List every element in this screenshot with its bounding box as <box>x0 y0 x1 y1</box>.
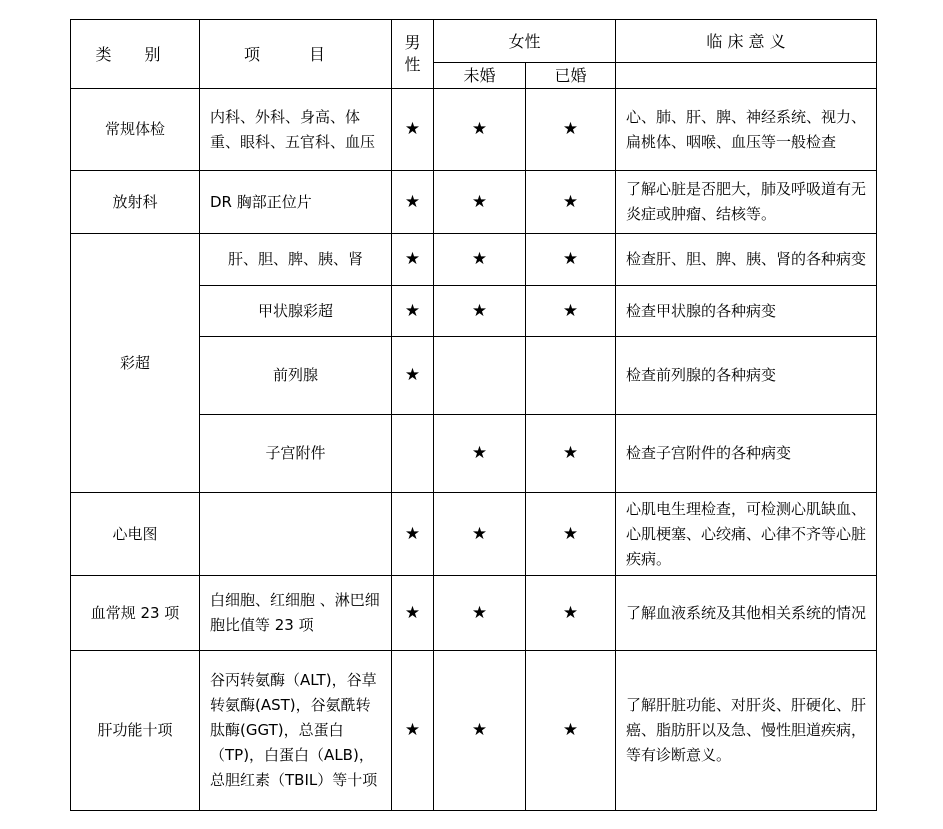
row-significance: 了解血液系统及其他相关系统的情况 <box>616 576 877 651</box>
row-category: 彩超 <box>71 234 200 493</box>
married-star: ★ <box>526 171 616 234</box>
header-male: 男性 <box>392 20 434 89</box>
table-row <box>71 576 877 651</box>
row-item: 肝、胆、脾、胰、肾 <box>200 234 392 286</box>
unmarried-star: ★ <box>434 576 526 651</box>
row-significance: 心、肺、肝、脾、神经系统、视力、扁桃体、咽喉、血压等一般检查 <box>616 89 877 171</box>
header-category: 类 别 <box>71 20 200 89</box>
unmarried-star: ★ <box>434 651 526 811</box>
male-star: ★ <box>392 651 434 811</box>
exam-items-table <box>70 19 877 811</box>
row-item: 甲状腺彩超 <box>200 286 392 337</box>
unmarried-star: ★ <box>434 234 526 286</box>
male-empty <box>392 415 434 493</box>
male-star: ★ <box>392 89 434 171</box>
header-significance-blank <box>616 63 877 89</box>
row-category: 常规体检 <box>71 89 200 171</box>
male-star: ★ <box>392 576 434 651</box>
row-significance: 了解肝脏功能、对肝炎、肝硬化、肝癌、脂肪肝以及急、慢性胆道疾病，等有诊断意义。 <box>616 651 877 811</box>
male-star: ★ <box>392 234 434 286</box>
row-significance: 心肌电生理检查，可检测心肌缺血、心肌梗塞、心绞痛、心律不齐等心脏疾病。 <box>616 493 877 576</box>
row-category: 肝功能十项 <box>71 651 200 811</box>
table-row <box>71 651 877 811</box>
row-significance: 检查甲状腺的各种病变 <box>616 286 877 337</box>
row-category: 心电图 <box>71 493 200 576</box>
married-star: ★ <box>526 89 616 171</box>
table-row <box>71 493 877 576</box>
row-significance: 了解心脏是否肥大，肺及呼吸道有无炎症或肿瘤、结核等。 <box>616 171 877 234</box>
male-star: ★ <box>392 493 434 576</box>
row-item: 前列腺 <box>200 337 392 415</box>
married-star: ★ <box>526 415 616 493</box>
table-row <box>71 89 877 171</box>
row-item: 子宫附件 <box>200 415 392 493</box>
row-item <box>200 493 392 576</box>
row-category: 放射科 <box>71 171 200 234</box>
unmarried-star: ★ <box>434 493 526 576</box>
married-star: ★ <box>526 234 616 286</box>
unmarried-star: ★ <box>434 415 526 493</box>
male-star: ★ <box>392 337 434 415</box>
married-star: ★ <box>526 651 616 811</box>
row-item: 内科、外科、身高、体重、眼科、五官科、血压 <box>200 89 392 171</box>
table-row <box>71 171 877 234</box>
header-married: 已婚 <box>526 63 616 89</box>
married-star: ★ <box>526 576 616 651</box>
header-item: 项 目 <box>200 20 392 89</box>
male-star: ★ <box>392 286 434 337</box>
row-item: 谷丙转氨酶（ALT)，谷草转氨酶(AST)，谷氨酰转肽酶(GGT)，总蛋白（TP)，白蛋白（ALB)，总胆红素（TBIL）等十项 <box>200 651 392 811</box>
row-category: 血常规 23 项 <box>71 576 200 651</box>
row-significance: 检查肝、胆、脾、胰、肾的各种病变 <box>616 234 877 286</box>
row-significance: 检查子宫附件的各种病变 <box>616 415 877 493</box>
header-female: 女性 <box>434 20 616 63</box>
married-star: ★ <box>526 286 616 337</box>
row-significance: 检查前列腺的各种病变 <box>616 337 877 415</box>
unmarried-star: ★ <box>434 89 526 171</box>
unmarried-star: ★ <box>434 171 526 234</box>
header-unmarried: 未婚 <box>434 63 526 89</box>
table-row <box>71 234 877 286</box>
row-item: 白细胞、红细胞 、淋巴细胞比值等 23 项 <box>200 576 392 651</box>
married-empty <box>526 337 616 415</box>
male-star: ★ <box>392 171 434 234</box>
unmarried-star: ★ <box>434 286 526 337</box>
row-item: DR 胸部正位片 <box>200 171 392 234</box>
header-significance: 临 床 意 义 <box>616 20 877 63</box>
unmarried-empty <box>434 337 526 415</box>
married-star: ★ <box>526 493 616 576</box>
